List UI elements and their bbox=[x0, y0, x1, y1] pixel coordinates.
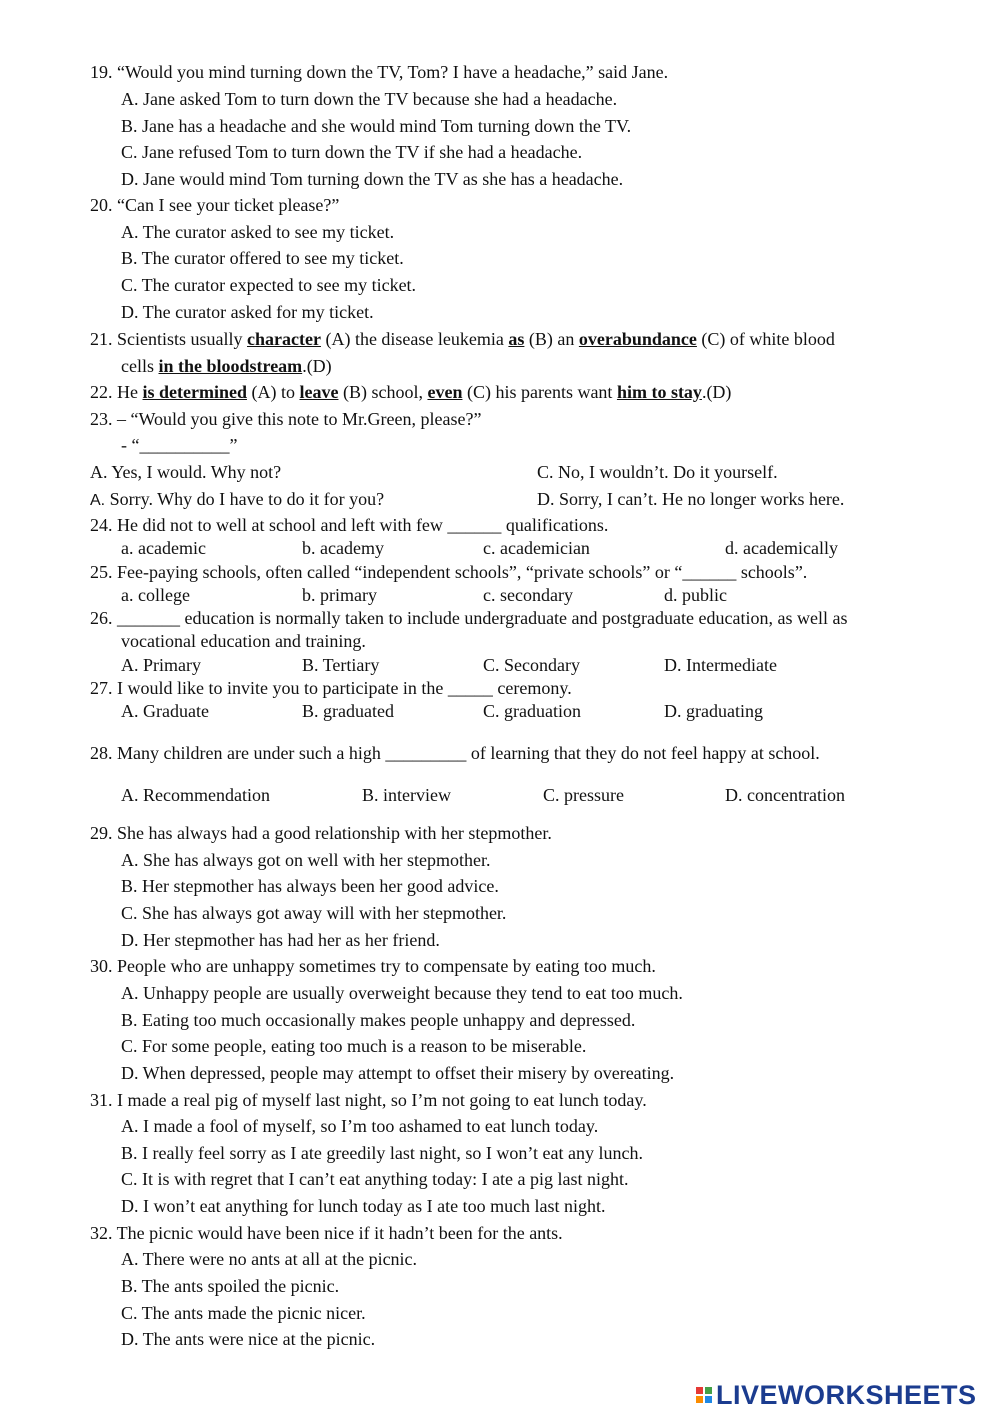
logo-blocks-icon bbox=[696, 1387, 712, 1403]
q30-option-b: B. Eating too much occasionally makes people unhappy and depressed. bbox=[121, 1010, 636, 1030]
q24-option-c: c. academician bbox=[483, 538, 590, 558]
q27-option-d: D. graduating bbox=[664, 701, 763, 721]
q25-option-b: b. primary bbox=[302, 585, 377, 605]
logo-block-blue bbox=[705, 1396, 712, 1403]
q29-option-b: B. Her stepmother has always been her good advice. bbox=[121, 876, 499, 896]
q26-stem-line-2: vocational education and training. bbox=[121, 631, 366, 651]
q26-option-d: D. Intermediate bbox=[664, 655, 777, 675]
q22-underline-c: even bbox=[427, 382, 463, 402]
q22-text: (A) to bbox=[246, 382, 300, 402]
q22-underline-a: is determined bbox=[142, 382, 247, 402]
q23-option-b-text: Sorry. Why do I have to do it for you? bbox=[105, 489, 385, 509]
q25-option-c: c. secondary bbox=[483, 585, 573, 605]
q29-option-a: A. She has always got on well with her stepmother. bbox=[121, 850, 491, 870]
q20-option-a: A. The curator asked to see my ticket. bbox=[121, 222, 395, 242]
q22-text: (B) school, bbox=[338, 382, 428, 402]
q30-option-c: C. For some people, eating too much is a reason to be miserable. bbox=[121, 1036, 587, 1056]
q26-option-c: C. Secondary bbox=[483, 655, 580, 675]
q21-text: (A) the disease leukemia bbox=[320, 329, 509, 349]
liveworksheets-logo[interactable] bbox=[696, 1380, 977, 1410]
q22-text: .(D) bbox=[701, 382, 732, 402]
q23-option-d: D. Sorry, I can’t. He no longer works here. bbox=[537, 489, 845, 509]
q28-option-b: B. interview bbox=[362, 785, 451, 805]
q22-text: 22. He bbox=[90, 382, 143, 402]
logo-block-green bbox=[705, 1387, 712, 1394]
q25-option-a: a. college bbox=[121, 585, 190, 605]
q21-line-1 bbox=[90, 328, 835, 350]
q22-underline-d: him to stay bbox=[616, 382, 702, 402]
q20-stem: 20. “Can I see your ticket please?” bbox=[90, 195, 340, 215]
q21-underline-b: as bbox=[508, 329, 525, 349]
q23-option-b bbox=[90, 488, 384, 512]
q23-option-a: A. Yes, I would. Why not? bbox=[90, 462, 282, 482]
logo-text: LIVEWORKSHEETS bbox=[716, 1379, 977, 1410]
q19-option-b: B. Jane has a headache and she would mind Tom turning down the TV. bbox=[121, 116, 632, 136]
q31-option-c: C. It is with regret that I can’t eat anything today: I ate a pig last night. bbox=[121, 1169, 629, 1189]
q26-stem-line-1: 26. _______ education is normally taken to include undergraduate and postgraduate education, as well as bbox=[90, 608, 848, 628]
q26-option-a: A. Primary bbox=[121, 655, 201, 675]
q32-stem: 32. The picnic would have been nice if it hadn’t been for the ants. bbox=[90, 1223, 563, 1243]
q21-line-2 bbox=[121, 355, 332, 377]
q29-option-d: D. Her stepmother has had her as her friend. bbox=[121, 930, 440, 950]
q28-option-c: C. pressure bbox=[543, 785, 624, 805]
q21-text: (B) an bbox=[524, 329, 579, 349]
q24-stem: 24. He did not to well at school and left with few ______ qualifications. bbox=[90, 515, 609, 535]
q28-stem: 28. Many children are under such a high _________ of learning that they do not feel happy at school. bbox=[90, 743, 820, 763]
q29-option-c: C. She has always got away will with her stepmother. bbox=[121, 903, 507, 923]
q32-option-b: B. The ants spoiled the picnic. bbox=[121, 1276, 340, 1296]
q20-option-c: C. The curator expected to see my ticket. bbox=[121, 275, 417, 295]
q25-option-d: d. public bbox=[664, 585, 727, 605]
q23-option-b-letter: A. bbox=[90, 492, 106, 509]
q19-stem: 19. “Would you mind turning down the TV, Tom? I have a headache,” said Jane. bbox=[90, 62, 669, 82]
q21-text: cells bbox=[121, 356, 159, 376]
q26-option-b: B. Tertiary bbox=[302, 655, 380, 675]
q31-stem: 31. I made a real pig of myself last night, so I’m not going to eat lunch today. bbox=[90, 1090, 647, 1110]
q30-option-d: D. When depressed, people may attempt to offset their misery by overeating. bbox=[121, 1063, 675, 1083]
q24-option-b: b. academy bbox=[302, 538, 384, 558]
logo-block-orange bbox=[696, 1396, 703, 1403]
q27-option-c: C. graduation bbox=[483, 701, 581, 721]
q21-text: 21. Scientists usually bbox=[90, 329, 247, 349]
q30-option-a: A. Unhappy people are usually overweight because they tend to eat too much. bbox=[121, 983, 683, 1003]
q27-option-a: A. Graduate bbox=[121, 701, 209, 721]
q31-option-a: A. I made a fool of myself, so I’m too ashamed to eat lunch today. bbox=[121, 1116, 599, 1136]
q27-option-b: B. graduated bbox=[302, 701, 394, 721]
q21-underline-a: character bbox=[247, 329, 321, 349]
q23-reply: - “__________” bbox=[121, 435, 238, 455]
q27-stem: 27. I would like to invite you to participate in the _____ ceremony. bbox=[90, 678, 572, 698]
q28-option-d: D. concentration bbox=[725, 785, 845, 805]
q21-underline-d: in the bloodstream bbox=[158, 356, 303, 376]
q19-option-c: C. Jane refused Tom to turn down the TV if she had a headache. bbox=[121, 142, 583, 162]
q20-option-d: D. The curator asked for my ticket. bbox=[121, 302, 374, 322]
q25-stem: 25. Fee-paying schools, often called “independent schools”, “private schools” or “______ schools”. bbox=[90, 562, 808, 582]
q24-option-d: d. academically bbox=[725, 538, 838, 558]
q23-option-c: C. No, I wouldn’t. Do it yourself. bbox=[537, 462, 778, 482]
logo-block-red bbox=[696, 1387, 703, 1394]
q20-option-b: B. The curator offered to see my ticket. bbox=[121, 248, 404, 268]
q22-text: (C) his parents want bbox=[462, 382, 617, 402]
q21-text: (C) of white blood bbox=[696, 329, 835, 349]
q23-stem: 23. – “Would you give this note to Mr.Green, please?” bbox=[90, 409, 482, 429]
q19-option-d: D. Jane would mind Tom turning down the TV as she has a headache. bbox=[121, 169, 624, 189]
q29-stem: 29. She has always had a good relationship with her stepmother. bbox=[90, 823, 552, 843]
q19-option-a: A. Jane asked Tom to turn down the TV because she had a headache. bbox=[121, 89, 618, 109]
q31-option-b: B. I really feel sorry as I ate greedily last night, so I won’t eat any lunch. bbox=[121, 1143, 644, 1163]
q30-stem: 30. People who are unhappy sometimes try to compensate by eating too much. bbox=[90, 956, 656, 976]
q31-option-d: D. I won’t eat anything for lunch today as I ate too much last night. bbox=[121, 1196, 606, 1216]
q32-option-c: C. The ants made the picnic nicer. bbox=[121, 1303, 366, 1323]
q22-line bbox=[90, 381, 731, 403]
q21-text: .(D) bbox=[302, 356, 332, 376]
q24-option-a: a. academic bbox=[121, 538, 206, 558]
q32-option-a: A. There were no ants at all at the picnic. bbox=[121, 1249, 418, 1269]
q22-underline-b: leave bbox=[299, 382, 339, 402]
q21-underline-c: overabundance bbox=[578, 329, 697, 349]
q32-option-d: D. The ants were nice at the picnic. bbox=[121, 1329, 376, 1349]
q28-option-a: A. Recommendation bbox=[121, 785, 270, 805]
